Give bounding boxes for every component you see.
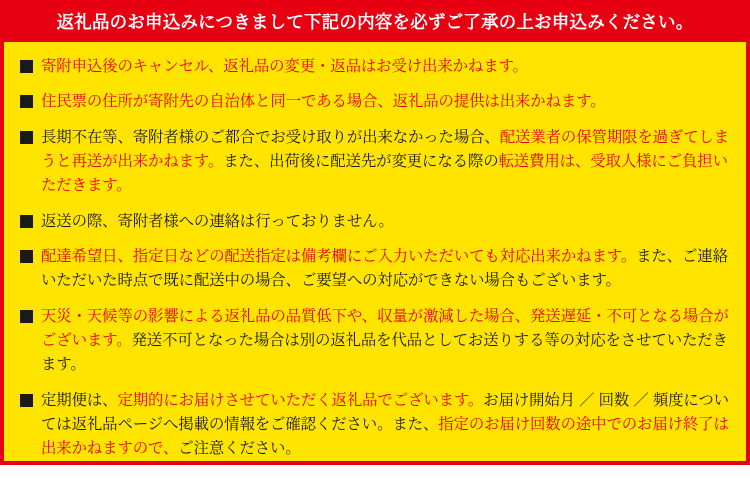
notice-text-segment: 返送の際、寄附者様への連絡は行っておりません。 xyxy=(41,212,394,230)
notice-text-segment: 定期的にお届けさせていただく返礼品でございます。 xyxy=(117,391,484,409)
notice-text-segment: 配達希望日、指定日などの配送指定は備考欄にご入力いただいても対応出来かねます。 xyxy=(41,247,637,265)
notice-item-text xyxy=(41,90,730,114)
square-bullet-icon xyxy=(20,394,33,407)
notice-item-subscription xyxy=(20,389,730,462)
notice-text-segment: ご注意ください。 xyxy=(178,440,301,458)
notice-item-return-contact xyxy=(20,210,730,234)
square-bullet-icon xyxy=(20,310,33,323)
square-bullet-icon xyxy=(20,95,33,108)
notice-item-text xyxy=(41,245,730,294)
notice-item-text xyxy=(41,210,730,234)
notice-text-segment: 配送業者の保管期限を過ぎてしまうと再送が出来かねます。 xyxy=(41,128,730,170)
notice-item-list xyxy=(4,42,746,479)
notice-item-text xyxy=(41,389,730,462)
notice-item-residence-certificate xyxy=(20,90,730,114)
notice-text-segment: また、出荷後に配送先が変更になる際の xyxy=(223,152,499,170)
notice-text-segment: 長期不在等、寄附者様のご都合でお受け取りが出来なかった場合、 xyxy=(41,128,500,146)
notice-header: 返礼品のお申込みにつきまして下記の内容を必ずご了承の上お申込みください。 xyxy=(4,4,746,42)
square-bullet-icon xyxy=(20,215,33,228)
notice-item-text xyxy=(41,305,730,378)
notice-text-segment: 発送不可となった場合は別の返礼品を代品としてお送りする等の対応をさせていただきます。 xyxy=(41,331,728,374)
notice-text-segment: 天災・天候等の影響による返礼品の品質低下や、収量が激減した場合、発送遅延・不可となる場合がございます。 xyxy=(41,307,729,349)
notice-text-segment: また、ご連絡いただいた時点で既に配送中の場合、ご要望への対応ができない場合もございます。 xyxy=(41,247,728,290)
square-bullet-icon xyxy=(20,250,33,263)
notice-item-delivery-date xyxy=(20,245,730,294)
notice-item-text xyxy=(41,126,730,199)
notice-text-segment: 定期便は、 xyxy=(41,391,118,409)
notice-text-segment: 寄附申込後のキャンセル、返礼品の変更・返品はお受け出来かねます。 xyxy=(41,58,528,75)
notice-text-segment: 転送費用は、受取人様にご負担いただきます。 xyxy=(41,152,728,195)
notice-item-long-absence xyxy=(20,126,730,199)
square-bullet-icon xyxy=(20,131,33,144)
notice-text-segment: 住民票の住所が寄附先の自治体と同一である場合、返礼品の提供は出来かねます。 xyxy=(41,93,606,111)
notice-item-text xyxy=(41,55,730,79)
notice-item-natural-disaster xyxy=(20,305,730,378)
notice-text-segment: お届け開始月 ／ 回数 ／ 頻度については返礼品ページへ掲載の情報をご確認ください。また、 xyxy=(41,391,729,433)
notice-text-segment: 指定のお届け回数の途中でのお届け終了は出来かねますので、 xyxy=(41,415,729,458)
square-bullet-icon xyxy=(20,60,33,73)
notice-item-cancellation xyxy=(20,55,730,79)
